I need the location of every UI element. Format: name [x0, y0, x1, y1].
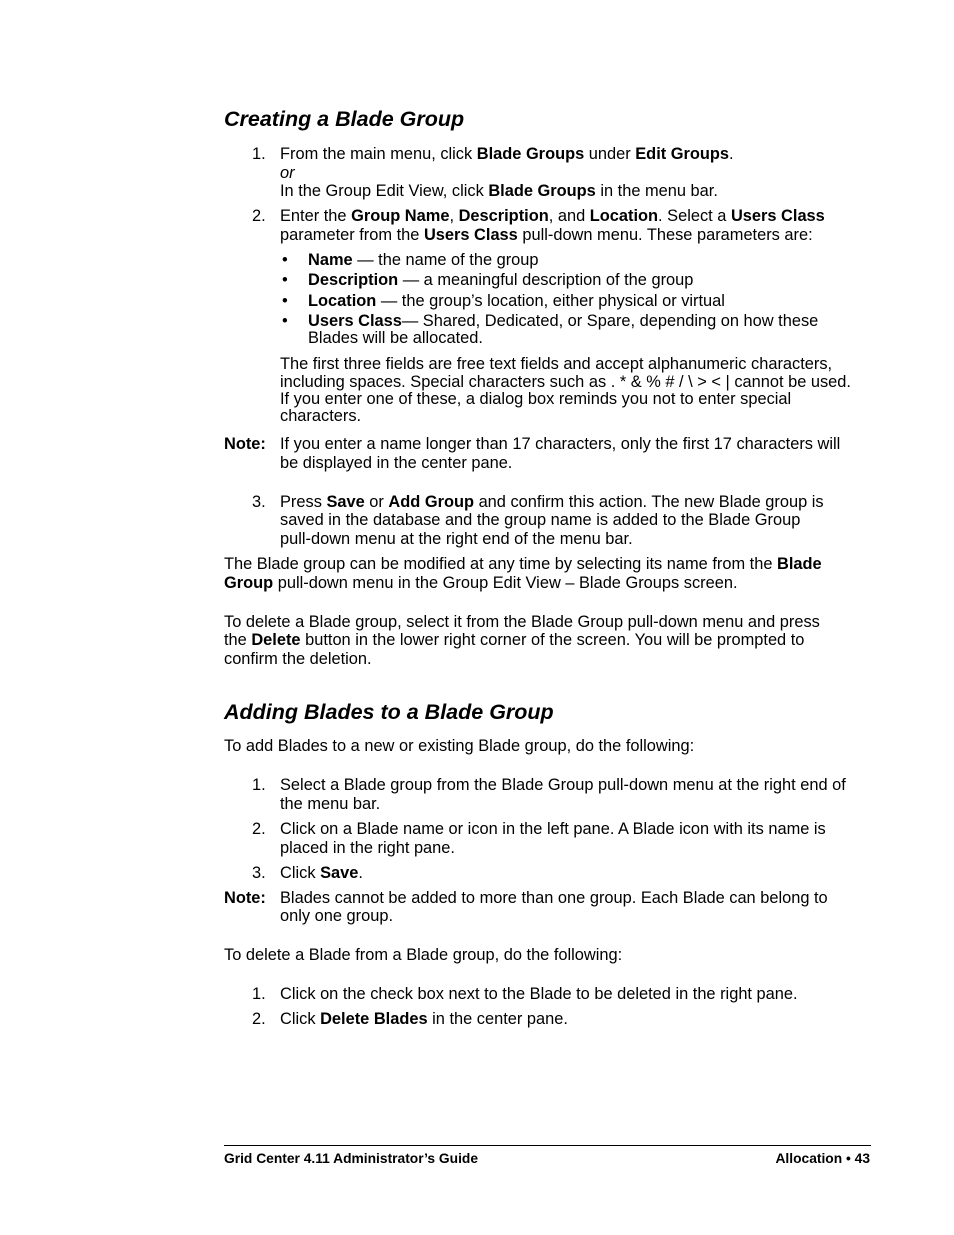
- bullet-icon: •: [282, 292, 288, 310]
- bullet-item: Name — the name of the group: [308, 251, 539, 269]
- step1-or: or: [280, 164, 295, 182]
- add-step1-text: Select a Blade group from the Blade Group pull-down menu at the right end of: [280, 776, 846, 794]
- freetext-line: characters.: [280, 407, 362, 425]
- bullet-item-line2: Blades will be allocated.: [308, 329, 483, 347]
- step-number: 1.: [252, 776, 266, 794]
- delete-step2-text: Click Delete Blades in the center pane.: [280, 1010, 568, 1028]
- note-label: Note:: [224, 889, 266, 907]
- paragraph-delete-group-line2: the Delete button in the lower right corner of the screen. You will be prompted to: [224, 631, 805, 649]
- step2-text: Enter the Group Name, Description, and Location. Select a Users Class: [280, 207, 825, 225]
- section2-intro: To add Blades to a new or existing Blade group, do the following:: [224, 737, 695, 755]
- step3-text-line: pull-down menu at the right end of the menu bar.: [280, 530, 633, 548]
- bullet-icon: •: [282, 312, 288, 330]
- step1-alt-text: In the Group Edit View, click Blade Groups in the menu bar.: [280, 182, 718, 200]
- step3-text: Press Save or Add Group and confirm this action. The new Blade group is: [280, 493, 824, 511]
- paragraph-modify-line2: Group pull-down menu in the Group Edit View – Blade Groups screen.: [224, 574, 738, 592]
- delete-step1-text: Click on the check box next to the Blade to be deleted in the right pane.: [280, 985, 798, 1003]
- step1-text: From the main menu, click Blade Groups under Edit Groups.: [280, 145, 734, 163]
- bullet-item: Description — a meaningful description of the group: [308, 271, 694, 289]
- note-text: be displayed in the center pane.: [280, 454, 513, 472]
- footer-page-number: Allocation • 43: [775, 1151, 870, 1166]
- add-step2-text: Click on a Blade name or icon in the left pane. A Blade icon with its name is: [280, 820, 826, 838]
- section-heading-creating-blade-group: Creating a Blade Group: [224, 107, 465, 131]
- note-text: Blades cannot be added to more than one group. Each Blade can belong to: [280, 889, 828, 907]
- bullet-icon: •: [282, 271, 288, 289]
- step-number: 3.: [252, 864, 266, 882]
- add-step2-text-line2: placed in the right pane.: [280, 839, 455, 857]
- paragraph-delete-group: To delete a Blade group, select it from the Blade Group pull-down menu and press: [224, 613, 820, 631]
- step-number: 2.: [252, 820, 266, 838]
- bullet-icon: •: [282, 251, 288, 269]
- bullet-item: Users Class— Shared, Dedicated, or Spare, depending on how these: [308, 312, 819, 330]
- freetext-line: If you enter one of these, a dialog box reminds you not to enter special: [280, 390, 792, 408]
- bullet-item: Location — the group’s location, either physical or virtual: [308, 292, 725, 310]
- step-number: 3.: [252, 493, 266, 511]
- paragraph-delete-group-line3: confirm the deletion.: [224, 650, 372, 668]
- add-step3-text: Click Save.: [280, 864, 363, 882]
- section2-intro2: To delete a Blade from a Blade group, do the following:: [224, 946, 623, 964]
- footer-guide-title: Grid Center 4.11 Administrator’s Guide: [224, 1151, 479, 1166]
- step-number: 1.: [252, 145, 266, 163]
- note-text: If you enter a name longer than 17 characters, only the first 17 characters will: [280, 435, 841, 453]
- paragraph-modify: The Blade group can be modified at any time by selecting its name from the Blade: [224, 555, 822, 573]
- add-step1-text-line2: the menu bar.: [280, 795, 381, 813]
- step-number: 1.: [252, 985, 266, 1003]
- step-number: 2.: [252, 1010, 266, 1028]
- note-label: Note:: [224, 435, 266, 453]
- step2-text-line2: parameter from the Users Class pull-down menu. These parameters are:: [280, 226, 813, 244]
- freetext-line: including spaces. Special characters such as . * & % # / \ > < | cannot be used.: [280, 373, 851, 391]
- note-text: only one group.: [280, 907, 393, 925]
- freetext-line: The first three fields are free text fields and accept alphanumeric characters,: [280, 355, 833, 373]
- step-number: 2.: [252, 207, 266, 225]
- step3-text-line: saved in the database and the group name is added to the Blade Group: [280, 511, 801, 529]
- footer-rule: [224, 1145, 871, 1146]
- section-heading-adding-blades: Adding Blades to a Blade Group: [224, 700, 554, 724]
